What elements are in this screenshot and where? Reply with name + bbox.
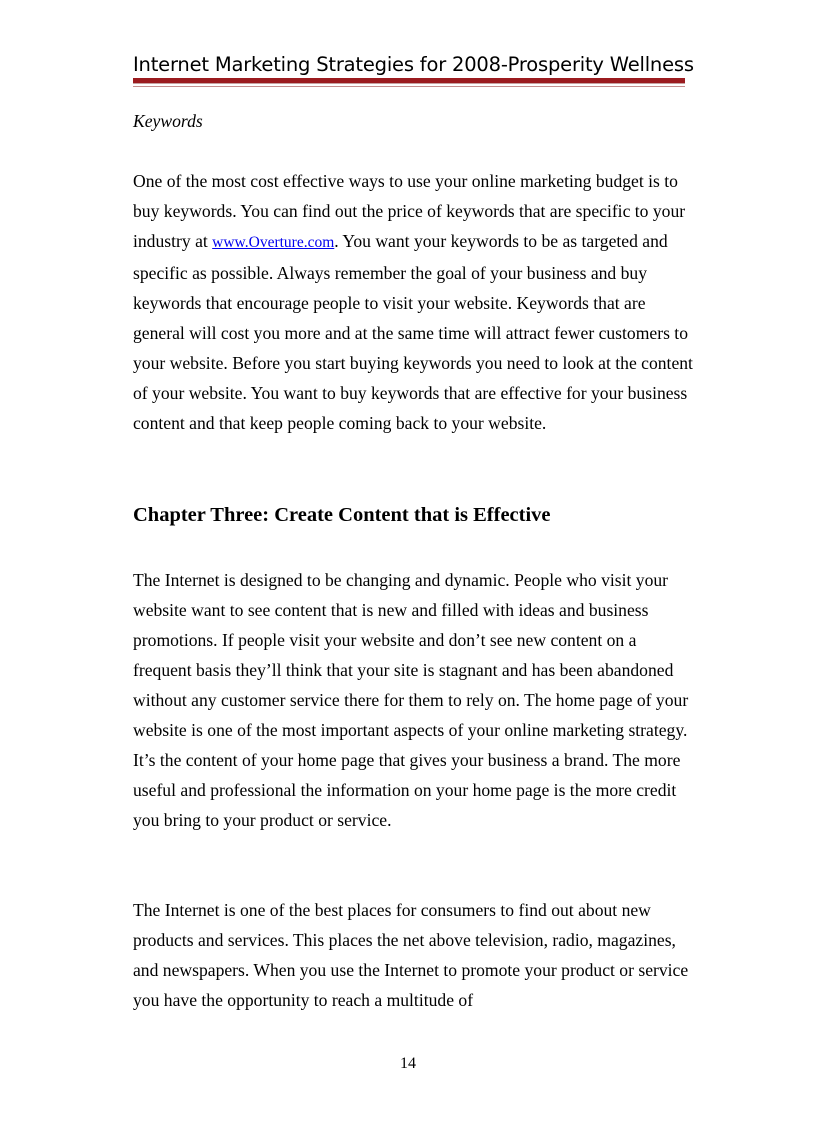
keywords-text-end: . You want your keywords to be as targeted and specific as possible. Always remember the goal of your business and buy keywords that encourage people to visit your website. Keywords that are general will cost you more and at the same time will attract fewer customers to your website. Before you start buying keywords you need to look at the content of your website. You want to buy keywords that are effective for your business content and that keep people coming back to your website. — [133, 231, 693, 433]
chapter-paragraph-2-container — [133, 895, 693, 1015]
header-rule-thin — [133, 86, 685, 87]
keywords-text-start: One of the most cost effective ways to use your online marketing budget is to buy keywords. You can find out the price of keywords that are specific to your industry at — [133, 171, 686, 251]
header-title: Internet Marketing Strategies for 2008-Prosperity Wellness — [133, 53, 694, 76]
keywords-heading: Keywords — [133, 111, 203, 131]
chapter-heading: Chapter Three: Create Content that is Effective — [133, 504, 551, 526]
keywords-paragraph — [133, 166, 693, 438]
overture-link[interactable]: www.Overture.com — [212, 234, 335, 251]
chapter-paragraph-1-container — [133, 565, 693, 835]
running-header — [133, 52, 694, 78]
chapter-paragraph-1: The Internet is designed to be changing and dynamic. People who visit your website want to see content that is new and filled with ideas and business promotions. If people visit your website and don’t see new content on a frequent basis they’ll think that your site is stagnant and has been abandoned without any customer service there for them to rely on. The home page of your website is one of the most important aspects of your online marketing strategy. It’s the content of your home page that gives your business a brand. The more useful and professional the information on your home page is the more credit you bring to your product or service. — [133, 570, 689, 830]
keywords-body — [133, 166, 693, 438]
page-number: 14 — [400, 1055, 416, 1072]
chapter-paragraph-2: The Internet is one of the best places for consumers to find out about new products and services. This places the net above television, radio, magazines, and newspapers. When you use the Internet to promote your product or service you have the opportunity to reach a multitude of — [133, 900, 689, 1010]
header-rule — [133, 78, 685, 84]
